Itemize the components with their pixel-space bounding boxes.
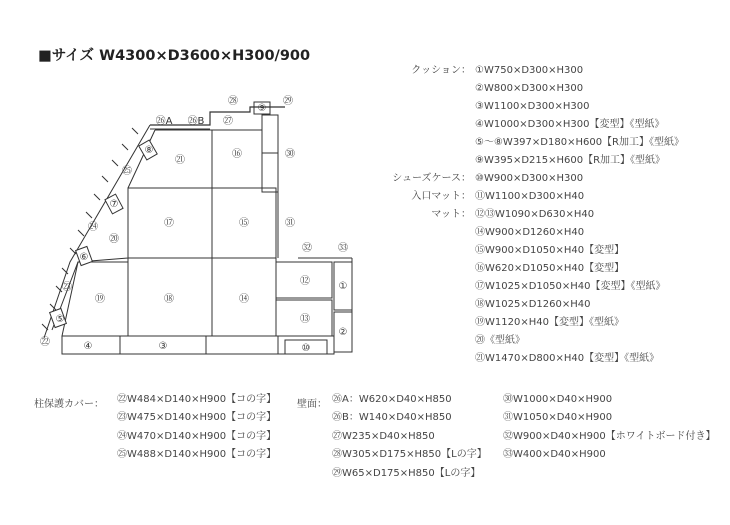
spec-text: ①W750×D300×H300 xyxy=(475,65,584,76)
spec-text: ④W1000×D300×H300【変型】《型紙》 xyxy=(475,119,665,130)
spec-list xyxy=(392,62,685,368)
spec-row xyxy=(475,98,684,116)
label-n2: ② xyxy=(338,327,348,338)
label-n33: ㉝ xyxy=(338,243,348,254)
label-n5: ⑤ xyxy=(55,314,65,325)
spec-text: ㉖A：W620×D40×H850 xyxy=(332,394,452,405)
spec-text: ⑳《型紙》 xyxy=(475,335,525,346)
spec-category-label: マット： xyxy=(431,209,471,220)
label-n6: ⑥ xyxy=(79,252,89,263)
spec-text: ②W800×D300×H300 xyxy=(475,83,584,94)
label-n16: ⑯ xyxy=(232,149,242,160)
spec-row xyxy=(475,278,684,296)
wall-spec-list-1 xyxy=(332,391,487,483)
label-n31: ㉛ xyxy=(285,218,295,229)
spec-text: ㉚W1000×D40×H900 xyxy=(503,394,613,405)
spec-text: ㉙W65×D175×H850【Lの字】 xyxy=(332,467,481,479)
spec-text: ㉛W1050×D40×H900 xyxy=(503,412,613,424)
spec-row xyxy=(475,134,684,152)
spec-row xyxy=(475,224,684,242)
spec-text: ㉓W475×D140×H900【コの字】 xyxy=(117,412,277,424)
spec-text: ㉑W1470×D800×H40【変型】《型紙》 xyxy=(475,353,660,364)
label-n22: ㉒ xyxy=(40,337,50,348)
spec-category-label: シューズケース： xyxy=(392,173,471,184)
label-n15: ⑮ xyxy=(239,218,249,229)
spec-row xyxy=(431,206,684,224)
spec-text: ⑱W1025×D1260×H40 xyxy=(475,299,591,310)
spec-text: ⑭W900×D1260×H40 xyxy=(475,227,585,238)
spec-text: ㉜W900×D40×H900【ホワイトボード付き】 xyxy=(503,430,716,442)
spec-text: ⑯W620×D1050×H40【変型】 xyxy=(475,263,625,274)
label-n19: ⑲ xyxy=(95,294,105,305)
label-n29: ㉙ xyxy=(283,96,293,107)
spec-text: ㉗W235×D40×H850 xyxy=(332,430,435,442)
spec-text: ⑤〜⑧W397×D180×H600【R加工】《型紙》 xyxy=(475,137,685,148)
label-n17: ⑰ xyxy=(164,218,174,229)
label-n14: ⑭ xyxy=(239,294,249,305)
spec-category-label: クッション： xyxy=(411,65,471,76)
spec-row xyxy=(475,350,684,368)
label-n21: ㉑ xyxy=(175,155,185,166)
pillar-spec-list xyxy=(117,391,276,465)
label-n11: ⑫ xyxy=(300,276,310,287)
spec-text: ㉝W400×D40×H900 xyxy=(503,449,606,461)
spec-text: ⑨W395×D215×H600【R加工】《型紙》 xyxy=(475,155,666,166)
label-n24: ㉔ xyxy=(88,222,98,233)
spec-text: ㉘W305×D175×H850【Lの字】 xyxy=(332,449,487,461)
label-n23: ㉓ xyxy=(62,282,72,293)
spec-text: ⑩W900×D300×H300 xyxy=(475,173,584,184)
spec-row xyxy=(475,80,684,98)
spec-row xyxy=(475,332,684,350)
spec-row xyxy=(411,62,684,80)
spec-row xyxy=(475,296,684,314)
spec-row xyxy=(475,242,684,260)
spec-text: ⑫⑬W1090×D630×H40 xyxy=(475,209,595,220)
spec-text: ③W1100×D300×H300 xyxy=(475,101,590,112)
label-n32: ㉜ xyxy=(302,243,312,254)
label-n4: ④ xyxy=(83,341,93,352)
cushion-entrance-11 xyxy=(206,336,278,354)
wall-label: 壁面： xyxy=(297,399,327,410)
pillar-label: 柱保護カバー： xyxy=(34,399,104,410)
spec-text: ㉒W484×D140×H900【コの字】 xyxy=(117,394,277,405)
label-n25: ㉕ xyxy=(122,166,132,177)
spec-row xyxy=(411,188,684,206)
label-n30: ㉚ xyxy=(285,149,295,160)
label-n9: ⑨ xyxy=(257,103,267,114)
spec-text: ⑲W1120×H40【変型】《型紙》 xyxy=(475,317,624,328)
label-n27: ㉗ xyxy=(223,116,233,127)
spec-text: ㉖B：W140×D40×H850 xyxy=(332,412,452,424)
spec-text: ⑮W900×D1050×H40【変型】 xyxy=(475,245,625,256)
spec-row xyxy=(392,170,684,188)
label-n3: ③ xyxy=(158,341,168,352)
label-n26b: ㉖B xyxy=(187,116,205,127)
label-n7: ⑦ xyxy=(109,199,119,210)
spec-row xyxy=(475,152,684,170)
mat-21-outline xyxy=(128,130,212,188)
label-n10: ⑩ xyxy=(301,343,311,354)
label-n18: ⑱ xyxy=(164,294,174,305)
label-n26a: ㉖A xyxy=(155,116,173,127)
spec-row xyxy=(475,260,684,278)
spec-text: ㉔W470×D140×H900【コの字】 xyxy=(117,430,277,442)
spec-text: ㉕W488×D140×H900【コの字】 xyxy=(117,449,277,461)
label-n20: ⑳ xyxy=(109,234,119,245)
spec-text: ⑪W1100×D300×H40 xyxy=(475,191,585,202)
label-n28: ㉘ xyxy=(228,96,238,107)
label-n1: ① xyxy=(338,281,348,292)
page-title: ■サイズ W4300×D3600×H300/900 xyxy=(38,48,311,64)
label-n13: ⑬ xyxy=(300,314,310,325)
wall-spec-list-2 xyxy=(503,391,715,465)
spec-row xyxy=(475,116,684,134)
spec-row xyxy=(475,314,684,332)
label-n8: ⑧ xyxy=(144,145,154,156)
spec-text: ⑰W1025×D1050×H40【変型】《型紙》 xyxy=(475,281,666,292)
spec-category-label: 入口マット： xyxy=(411,191,471,202)
